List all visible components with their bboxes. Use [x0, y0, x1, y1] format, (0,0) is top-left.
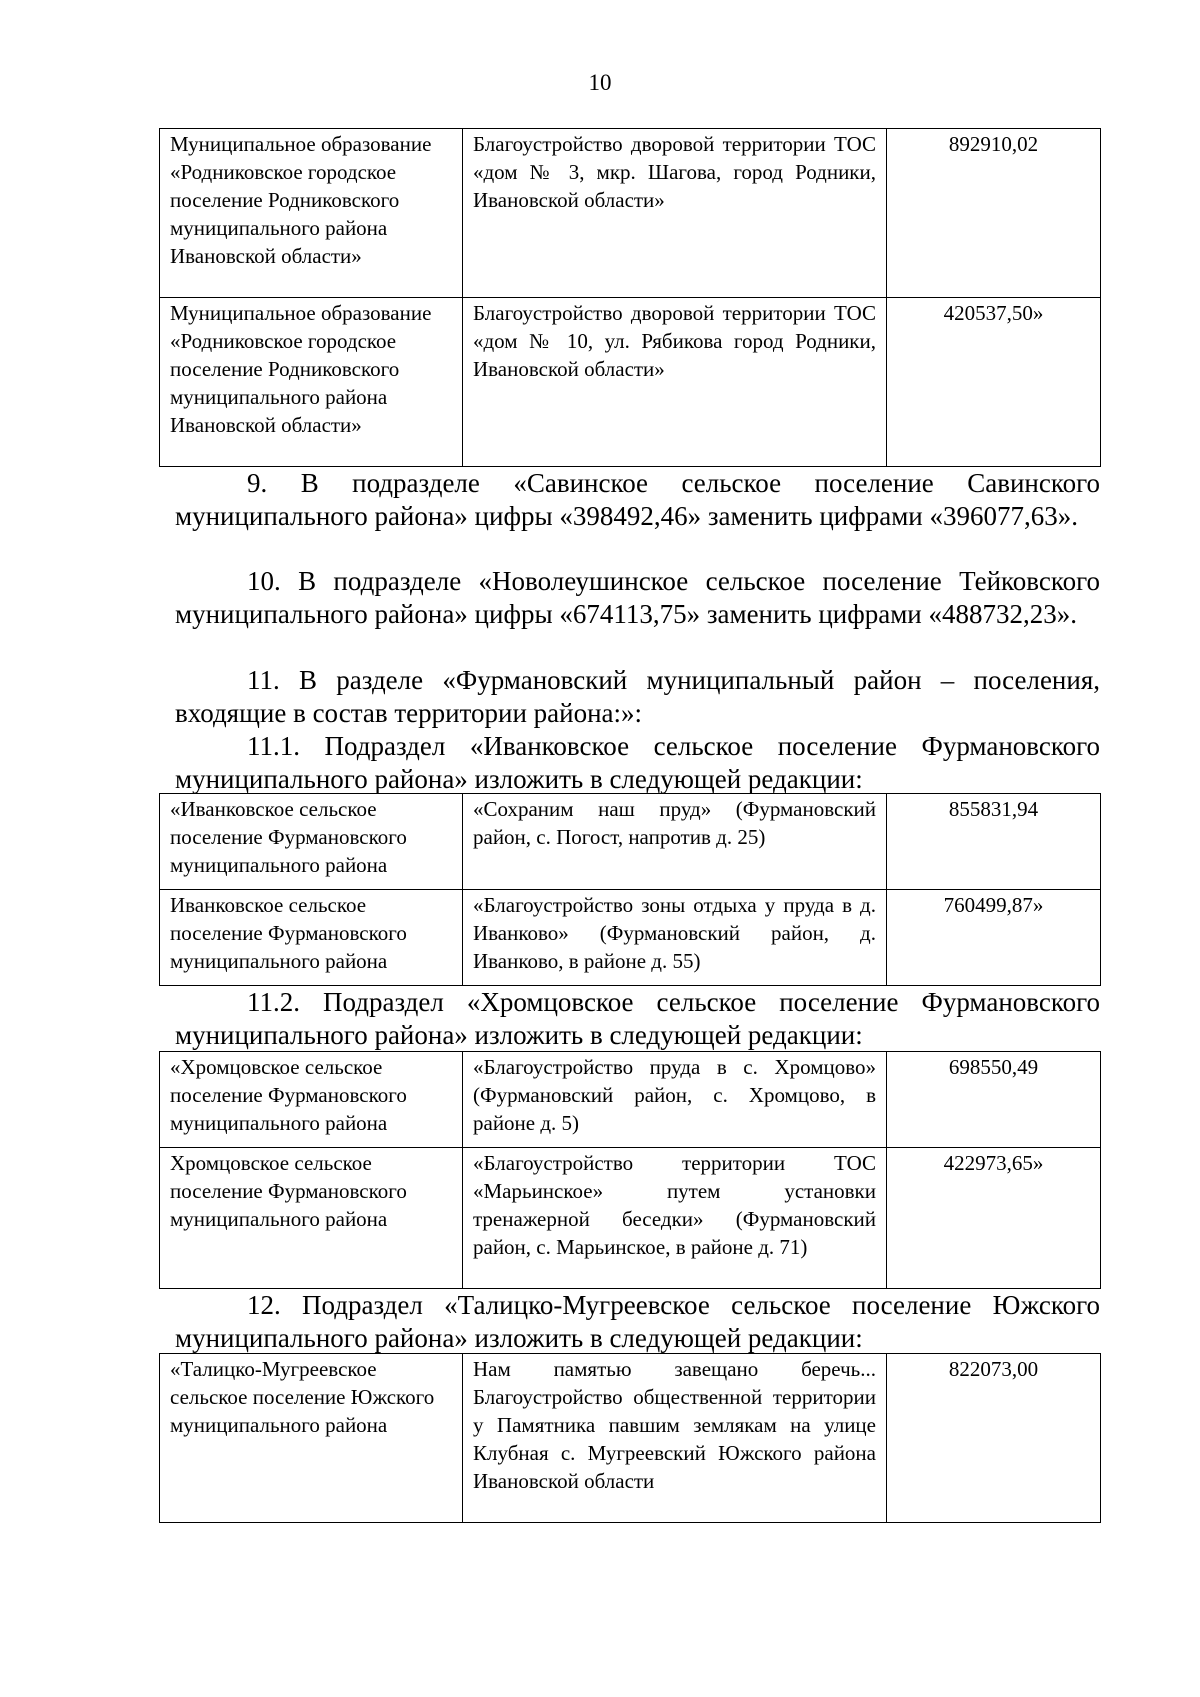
amount-cell: 422973,65»: [887, 1148, 1101, 1289]
amount-cell: 760499,87»: [887, 890, 1101, 986]
entity-cell: «Иванковское сельское поселение Фурмановского муниципального района: [160, 794, 463, 890]
project-cell: Благоустройство дворовой территории ТОС «дом № 3, мкр. Шагова, город Родники, Ивановской области»: [463, 129, 887, 298]
page-number: 10: [588, 70, 612, 95]
entity-cell: «Талицко-Мугреевское сельское поселение Южского муниципального района: [160, 1354, 463, 1523]
table-row: [160, 1148, 1101, 1289]
allocation-table-talitsy: [159, 1353, 1101, 1523]
table-row: [160, 129, 1101, 298]
project-cell: «Благоустройство пруда в с. Хромцово» (Фурмановский район, с. Хромцово, в районе д. 5): [463, 1052, 887, 1148]
paragraph-11: 11. В разделе «Фурмановский муниципальный район – поселения, входящие в состав территории района:»:: [175, 665, 1100, 728]
table-row: [160, 298, 1101, 467]
table-row: [160, 1354, 1101, 1523]
paragraph-11-2: 11.2. Подраздел «Хромцовское сельское поселение Фурмановского муниципального района» изложить в следующей редакции:: [175, 987, 1100, 1050]
allocation-table-khromtsovo: [159, 1051, 1101, 1289]
entity-cell: Хромцовское сельское поселение Фурмановского муниципального района: [160, 1148, 463, 1289]
table-row: [160, 1052, 1101, 1148]
entity-cell: Муниципальное образование «Родниковское городское поселение Родниковского муниципального района Ивановской области»: [160, 129, 463, 298]
table-row: [160, 794, 1101, 890]
table-row: [160, 890, 1101, 986]
allocation-table-ivankovo: [159, 793, 1101, 986]
project-cell: «Благоустройство зоны отдыха у пруда в д. Иванково» (Фурмановский район, д. Иванково, в районе д. 55): [463, 890, 887, 986]
paragraph-12: 12. Подраздел «Талицко-Мугреевское сельское поселение Южского муниципального района» изложить в следующей редакции:: [175, 1290, 1100, 1353]
amount-cell: 892910,02: [887, 129, 1101, 298]
paragraph-10: 10. В подразделе «Новолеушинское сельское поселение Тейковского муниципального района» цифры «674113,75» заменить цифрами «488732,23».: [175, 566, 1100, 629]
amount-cell: 698550,49: [887, 1052, 1101, 1148]
entity-cell: Муниципальное образование «Родниковское городское поселение Родниковского муниципального района Ивановской области»: [160, 298, 463, 467]
amount-cell: 420537,50»: [887, 298, 1101, 467]
project-cell: Нам памятью завещано беречь... Благоустройство общественной территории у Памятника павшим землякам на улице Клубная с. Мугреевский Южского района Ивановской области: [463, 1354, 887, 1523]
entity-cell: Иванковское сельское поселение Фурмановского муниципального района: [160, 890, 463, 986]
amount-cell: 822073,00: [887, 1354, 1101, 1523]
project-cell: «Сохраним наш пруд» (Фурмановский район, с. Погост, напротив д. 25): [463, 794, 887, 890]
project-cell: Благоустройство дворовой территории ТОС «дом № 10, ул. Рябикова город Родники, Ивановской области»: [463, 298, 887, 467]
paragraph-11-1: 11.1. Подраздел «Иванковское сельское поселение Фурмановского муниципального района» изложить в следующей редакции:: [175, 731, 1100, 794]
entity-cell: «Хромцовское сельское поселение Фурмановского муниципального района: [160, 1052, 463, 1148]
allocation-table-rodniki: [159, 128, 1101, 467]
amount-cell: 855831,94: [887, 794, 1101, 890]
project-cell: «Благоустройство территории ТОС «Марьинское» путем установки тренажерной беседки» (Фурмановский район, с. Марьинское, в районе д. 71): [463, 1148, 887, 1289]
paragraph-9: 9. В подразделе «Савинское сельское поселение Савинского муниципального района» цифры «398492,46» заменить цифрами «396077,63».: [175, 468, 1100, 531]
